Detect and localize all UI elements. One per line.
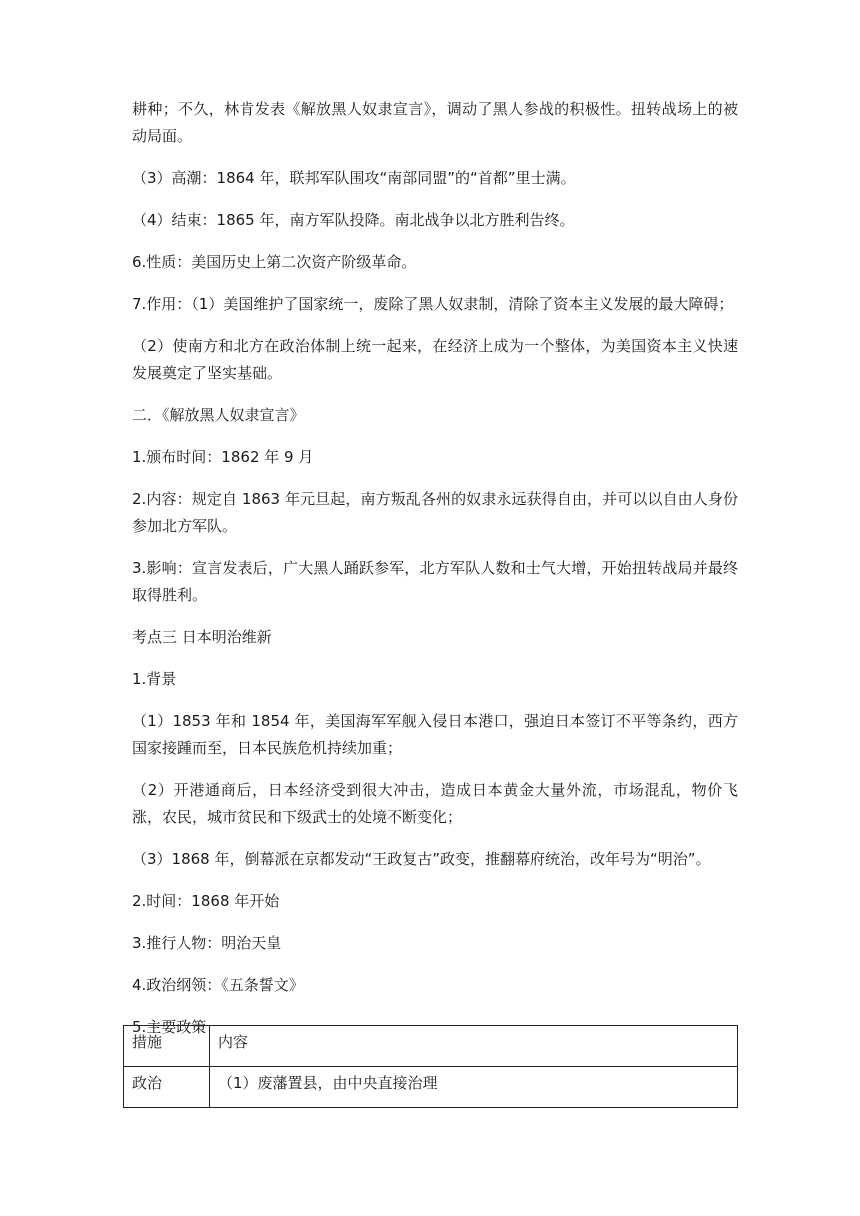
table-row: [124, 1067, 738, 1108]
table-cell: 政治: [124, 1067, 210, 1108]
paragraph-background-3: （3）1868 年，倒幕派在京都发动“王政复古”政变，推翻幕府统治，改年号为“明治”。: [132, 850, 711, 868]
table-cell: （1）废藩置县，由中央直接治理: [210, 1067, 738, 1108]
paragraph-impact: 3.影响：宣言发表后，广大黑人踊跃参军，北方军队人数和士气大增，开始扭转战局并最终取得胜利。: [132, 559, 738, 604]
paragraph-program: 4.政治纲领：《五条誓文》: [132, 976, 304, 994]
paragraph-time: 2.时间：1868 年开始: [132, 892, 280, 910]
paragraph-end: （4）结束：1865 年，南方军队投降。南北战争以北方胜利告终。: [132, 211, 575, 229]
paragraph-nature: 6.性质：美国历史上第二次资产阶级革命。: [132, 253, 417, 271]
paragraph-policies-title: 5.主要政策: [132, 1018, 207, 1036]
section-heading-meiji: 考点三 日本明治维新: [132, 628, 272, 646]
section-heading-emancipation: 二．《解放黑人奴隶宣言》: [132, 406, 305, 424]
paragraph-climax: （3）高潮：1864 年，联邦军队围攻“南部同盟”的“首都”里士满。: [132, 169, 576, 187]
table-header-cell: 内容: [210, 1026, 738, 1067]
paragraph-issue-date: 1.颁布时间：1862 年 9 月: [132, 448, 314, 466]
paragraph-effect-2: （2）使南方和北方在政治体制上统一起来，在经济上成为一个整体，为美国资本主义快速发展奠定了坚实基础。: [132, 337, 738, 382]
paragraph-effect-1: 7.作用：（1）美国维护了国家统一，废除了黑人奴隶制，清除了资本主义发展的最大障碍；: [132, 295, 734, 313]
table-header-cell: 措施: [124, 1026, 210, 1067]
policy-table: [123, 1025, 738, 1108]
paragraph-leader: 3.推行人物：明治天皇: [132, 934, 282, 952]
paragraph-civil-war-turning-point: 耕种；不久，林肯发表《解放黑人奴隶宣言》，调动了黑人参战的积极性。扭转战场上的被动局面。: [132, 100, 738, 145]
document-body: [132, 96, 738, 1056]
paragraph-background-2: （2）开港通商后，日本经济受到很大冲击，造成日本黄金大量外流，市场混乱，物价飞涨，农民，城市贫民和下级武士的处境不断变化；: [132, 781, 738, 826]
paragraph-content: 2.内容：规定自 1863 年元旦起，南方叛乱各州的奴隶永远获得自由，并可以以自由人身份参加北方军队。: [132, 490, 738, 535]
table-header-row: [124, 1026, 738, 1067]
paragraph-background-1: （1）1853 年和 1854 年，美国海军军舰入侵日本港口，强迫日本签订不平等条约，西方国家接踵而至，日本民族危机持续加重；: [132, 712, 738, 757]
paragraph-background-title: 1.背景: [132, 670, 177, 688]
